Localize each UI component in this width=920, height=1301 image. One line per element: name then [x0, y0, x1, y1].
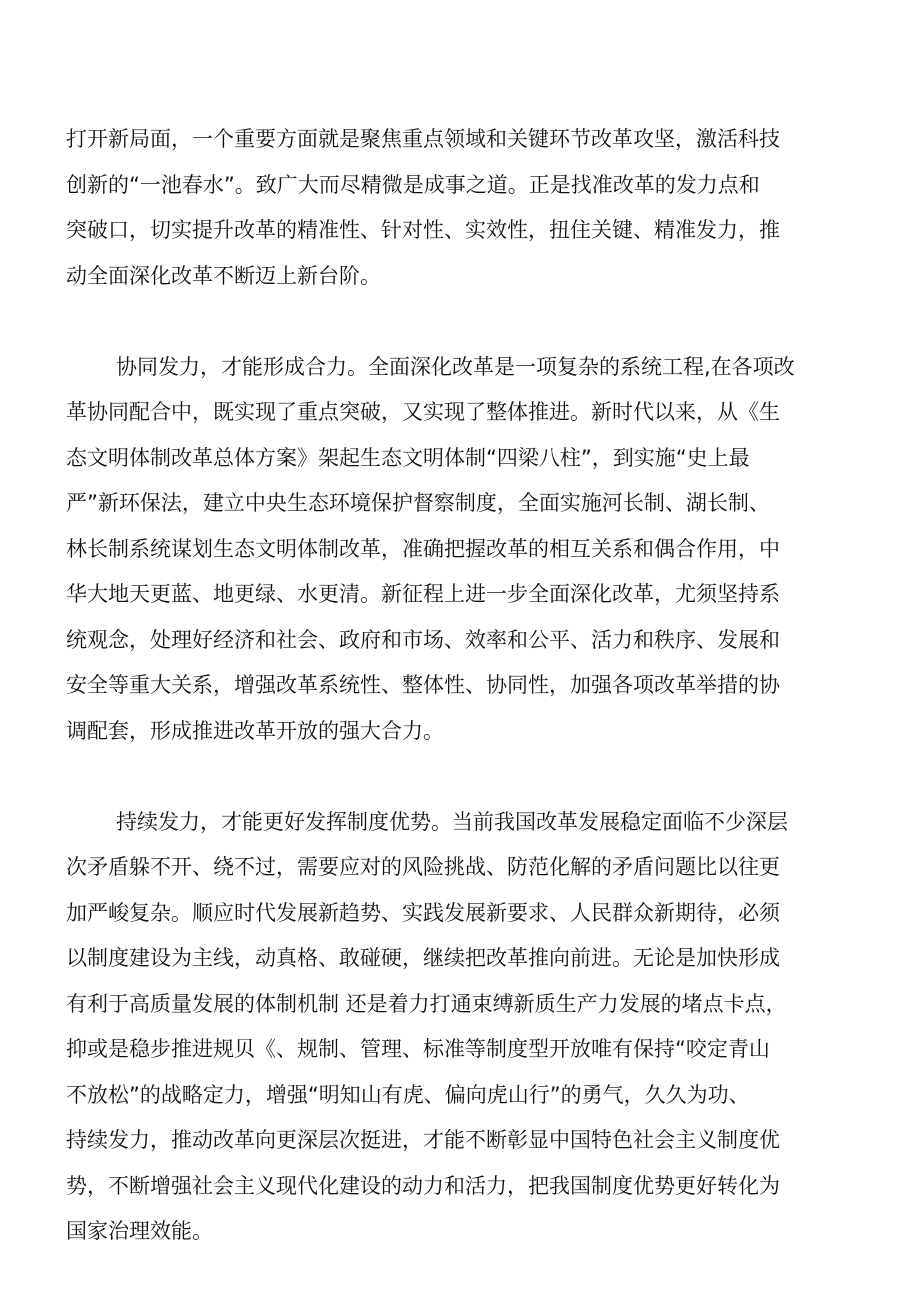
paragraph-line: 打开新局面，一个重要方面就是聚焦重点领域和关键环节改革攻坚，激活科技	[66, 127, 780, 151]
paragraph-line: 林长制系统谋划生态文明体制改革，准确把握改革的相互关系和偶合作用，中	[66, 536, 780, 561]
paragraph-3	[66, 800, 856, 1255]
paragraph-line: 加严峻复杂。顺应时代发展新趋势、实践发展新要求、人民群众新期待，必须	[66, 900, 780, 925]
paragraph-line: 态文明体制改革总体方案》架起生态文明体制“四梁八柱”，到实施“史上最	[66, 445, 750, 470]
paragraph-line: 协同发力，才能形成合力。全面深化改革是一项复杂的系统工程,在各项改	[116, 354, 795, 379]
paragraph-spacer	[66, 299, 856, 345]
paragraph-line: 以制度建设为主线，动真格、敢碰硬，继续把改革推向前进。无论是加快形成	[66, 946, 780, 970]
paragraph-line: 持续发力，推动改革向更深层次挺进，才能不断彰显中国特色社会主义制度优	[66, 1128, 780, 1152]
paragraph-line: 安全等重大关系，增强改革系统性、整体性、协同性，加强各项改革举措的协	[66, 673, 780, 697]
paragraph-line: 势，不断增强社会主义现代化建设的动力和活力，把我国制度优势更好转化为	[66, 1173, 780, 1198]
paragraph-line: 严”新环保法，建立中央生态环境保护督察制度，全面实施河长制、湖长制、	[66, 491, 770, 515]
paragraph-line: 调配套，形成推进改革开放的强大合力。	[66, 718, 444, 743]
paragraph-2	[66, 345, 856, 755]
paragraph-line: 次矛盾躲不开、绕不过，需要应对的风险挑战、防范化解的矛盾问题比以往更	[66, 855, 780, 879]
paragraph-line: 创新的“一池春水”。致广大而尽精微是成事之道。正是找准改革的发力点和	[66, 172, 760, 197]
paragraph-line: 动全面深化改革不断迈上新台阶。	[66, 263, 381, 288]
paragraph-line: 国家治理效能。	[66, 1219, 213, 1243]
paragraph-line: 革协同配合中，既实现了重点突破，又实现了整体推进。新时代以来，从《生	[66, 400, 780, 424]
paragraph-line: 突破口，切实提升改革的精准性、针对性、实效性，扭住关键、精准发力，推	[66, 218, 780, 242]
paragraph-line: 统观念，处理好经济和社会、政府和市场、效率和公平、活力和秩序、发展和	[66, 627, 780, 652]
paragraph-line: 持续发力，才能更好发挥制度优势。当前我国改革发展稳定面临不少深层	[116, 809, 788, 834]
paragraph-spacer	[66, 754, 856, 800]
paragraph-line: 抑或是稳步推进规贝《、规制、管理、标准等制度型开放唯有保持“咬定青山	[66, 1037, 770, 1061]
paragraph-line: 有利于高质量发展的体制机制 还是着力打通束缚新质生产力发展的堵点卡点，	[66, 991, 787, 1016]
paragraph-line: 不放松”的战略定力，增强“明知山有虎、偏向虎山行”的勇气，久久为功、	[66, 1082, 750, 1107]
paragraph-1	[66, 117, 856, 299]
paragraph-line: 华大地天更蓝、地更绿、水更清。新征程上进一步全面深化改革，尤须坚持系	[66, 582, 780, 606]
document-body	[66, 117, 856, 1255]
